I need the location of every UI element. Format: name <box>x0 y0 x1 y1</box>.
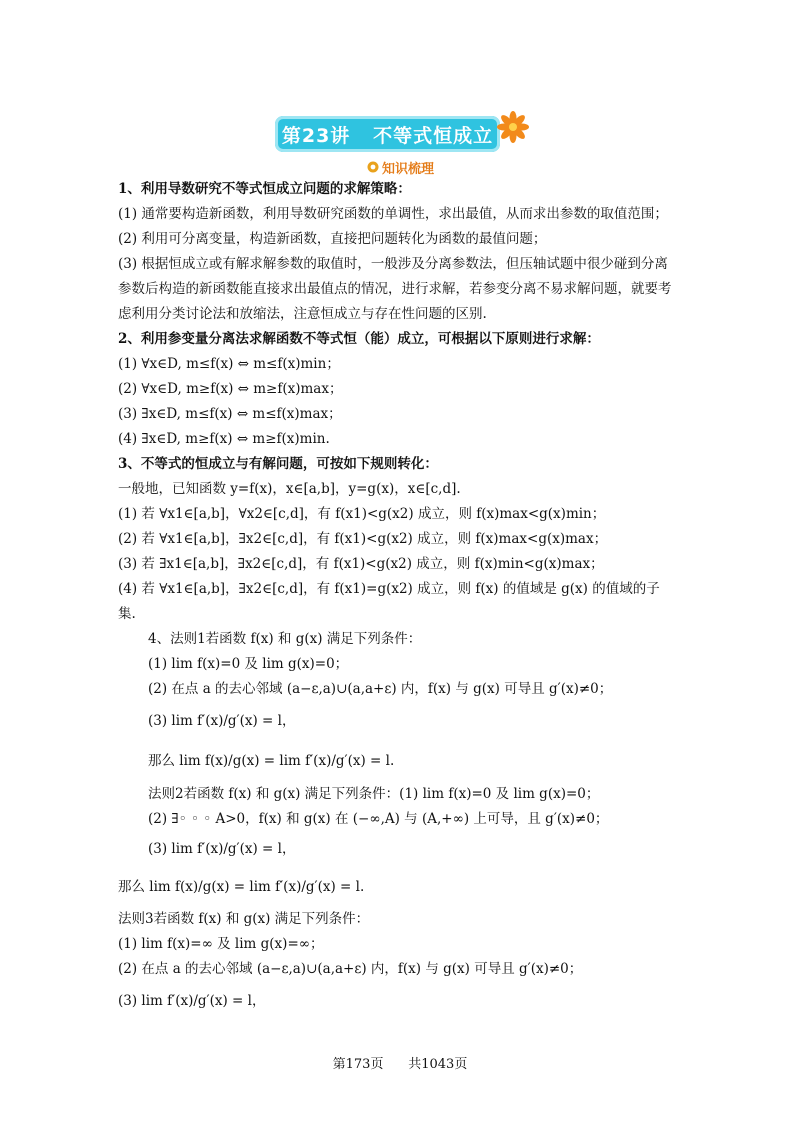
rule-1-condition-1: (1) lim f(x)=0 及 lim g(x)=0； <box>148 656 349 672</box>
rule-2-heading: 法则2若函数 f(x) 和 g(x) 满足下列条件：(1) lim f(x)=0 及 lim g(x)=0； <box>148 786 600 802</box>
rule-3-condition-1: (1) lim f(x)=∞ 及 lim g(x)=∞； <box>118 936 324 952</box>
point-1-item-3-line-2: 参数后构造的新函数能直接求出最值点的情况，进行求解，若参变分离不易求解问题，就要考 <box>118 281 672 297</box>
point-1-item-1: (1) 通常要构造新函数，利用导数研究函数的单调性，求出最值，从而求出参数的取值范围； <box>118 206 668 222</box>
rule-1-condition-2: (2) 在点 a 的去心邻域 (a−ε,a)∪(a,a+ε) 内，f(x) 与 g(x) 可导且 g′(x)≠0； <box>148 681 613 697</box>
rule-3-heading: 法则3若函数 f(x) 和 g(x) 满足下列条件： <box>118 911 370 927</box>
point-2-heading: 2、利用参变量分离法求解函数不等式恒（能）成立，可根据以下原则进行求解： <box>118 331 600 347</box>
point-2-item-3: (3) ∃x∈D, m≤f(x) ⇔ m≤f(x)max； <box>118 406 342 422</box>
rule-2-conclusion: 那么 lim f(x)/g(x) = lim f′(x)/g′(x) = l. <box>118 879 365 895</box>
point-3-intro: 一般地，已知函数 y=f(x)，x∈[a,b]，y=g(x)，x∈[c,d]. <box>118 481 461 497</box>
point-3-item-1: (1) 若 ∀x1∈[a,b]，∀x2∈[c,d]，有 f(x1)<g(x2) 成立，则 f(x)max<g(x)min； <box>118 506 606 522</box>
point-2-item-1: (1) ∀x∈D, m≤f(x) ⇔ m≤f(x)min； <box>118 356 340 372</box>
rule-1-condition-3: (3) lim f′(x)/g′(x) = l， <box>148 713 296 729</box>
rule-2-condition-3: (3) lim f′(x)/g′(x) = l， <box>148 841 296 857</box>
point-1-item-3-line-1: (3) 根据恒成立或有解求解参数的取值时，一般涉及分离参数法，但压轴试题中很少碰到分离 <box>118 256 668 272</box>
point-1-item-2: (2) 利用可分离变量，构造新函数，直接把问题转化为函数的最值问题； <box>118 231 547 247</box>
page-footer: 第173页 共1043页 <box>332 1057 468 1072</box>
point-1-item-3-line-3: 虑利用分类讨论法和放缩法，注意恒成立与存在性问题的区别. <box>118 306 487 322</box>
rule-2-condition-2: (2) ∃◦ ◦ ◦ A>0，f(x) 和 g(x) 在 (−∞,A) 与 (A,+∞) 上可导，且 g′(x)≠0； <box>148 811 609 827</box>
gear-flower-icon <box>366 160 380 174</box>
rule-3-condition-3: (3) lim f′(x)/g′(x) = l， <box>118 993 266 1009</box>
point-2-item-2: (2) ∀x∈D, m≥f(x) ⇔ m≥f(x)max； <box>118 381 343 397</box>
lesson-title: 第23讲 不等式恒成立 <box>281 124 494 147</box>
point-1-heading: 1、利用导数研究不等式恒成立问题的求解策略： <box>118 181 411 197</box>
section-header <box>366 156 434 178</box>
point-2-item-4: (4) ∃x∈D, m≥f(x) ⇔ m≥f(x)min. <box>118 431 330 447</box>
rule-1-heading: 4、法则1若函数 f(x) 和 g(x) 满足下列条件： <box>148 631 422 647</box>
section-label: 知识梳理 <box>382 161 435 177</box>
point-3-item-4-line-2: 集. <box>118 606 136 622</box>
point-3-item-4-line-1: (4) 若 ∀x1∈[a,b]，∃x2∈[c,d]，有 f(x1)=g(x2) 成立，则 f(x) 的值域是 g(x) 的值域的子 <box>118 581 660 597</box>
rule-1-conclusion: 那么 lim f(x)/g(x) = lim f′(x)/g′(x) = l. <box>148 753 395 769</box>
point-3-item-3: (3) 若 ∃x1∈[a,b]，∃x2∈[c,d]，有 f(x1)<g(x2) 成立，则 f(x)min<g(x)max； <box>118 556 604 572</box>
flower-icon <box>496 110 530 144</box>
point-3-item-2: (2) 若 ∀x1∈[a,b]，∃x2∈[c,d]，有 f(x1)<g(x2) 成立，则 f(x)max<g(x)max； <box>118 531 608 547</box>
point-3-heading: 3、不等式的恒成立与有解问题，可按如下规则转化： <box>118 456 438 472</box>
rule-3-condition-2: (2) 在点 a 的去心邻域 (a−ε,a)∪(a,a+ε) 内，f(x) 与 g(x) 可导且 g′(x)≠0； <box>118 961 583 977</box>
lesson-title-banner <box>275 116 500 152</box>
